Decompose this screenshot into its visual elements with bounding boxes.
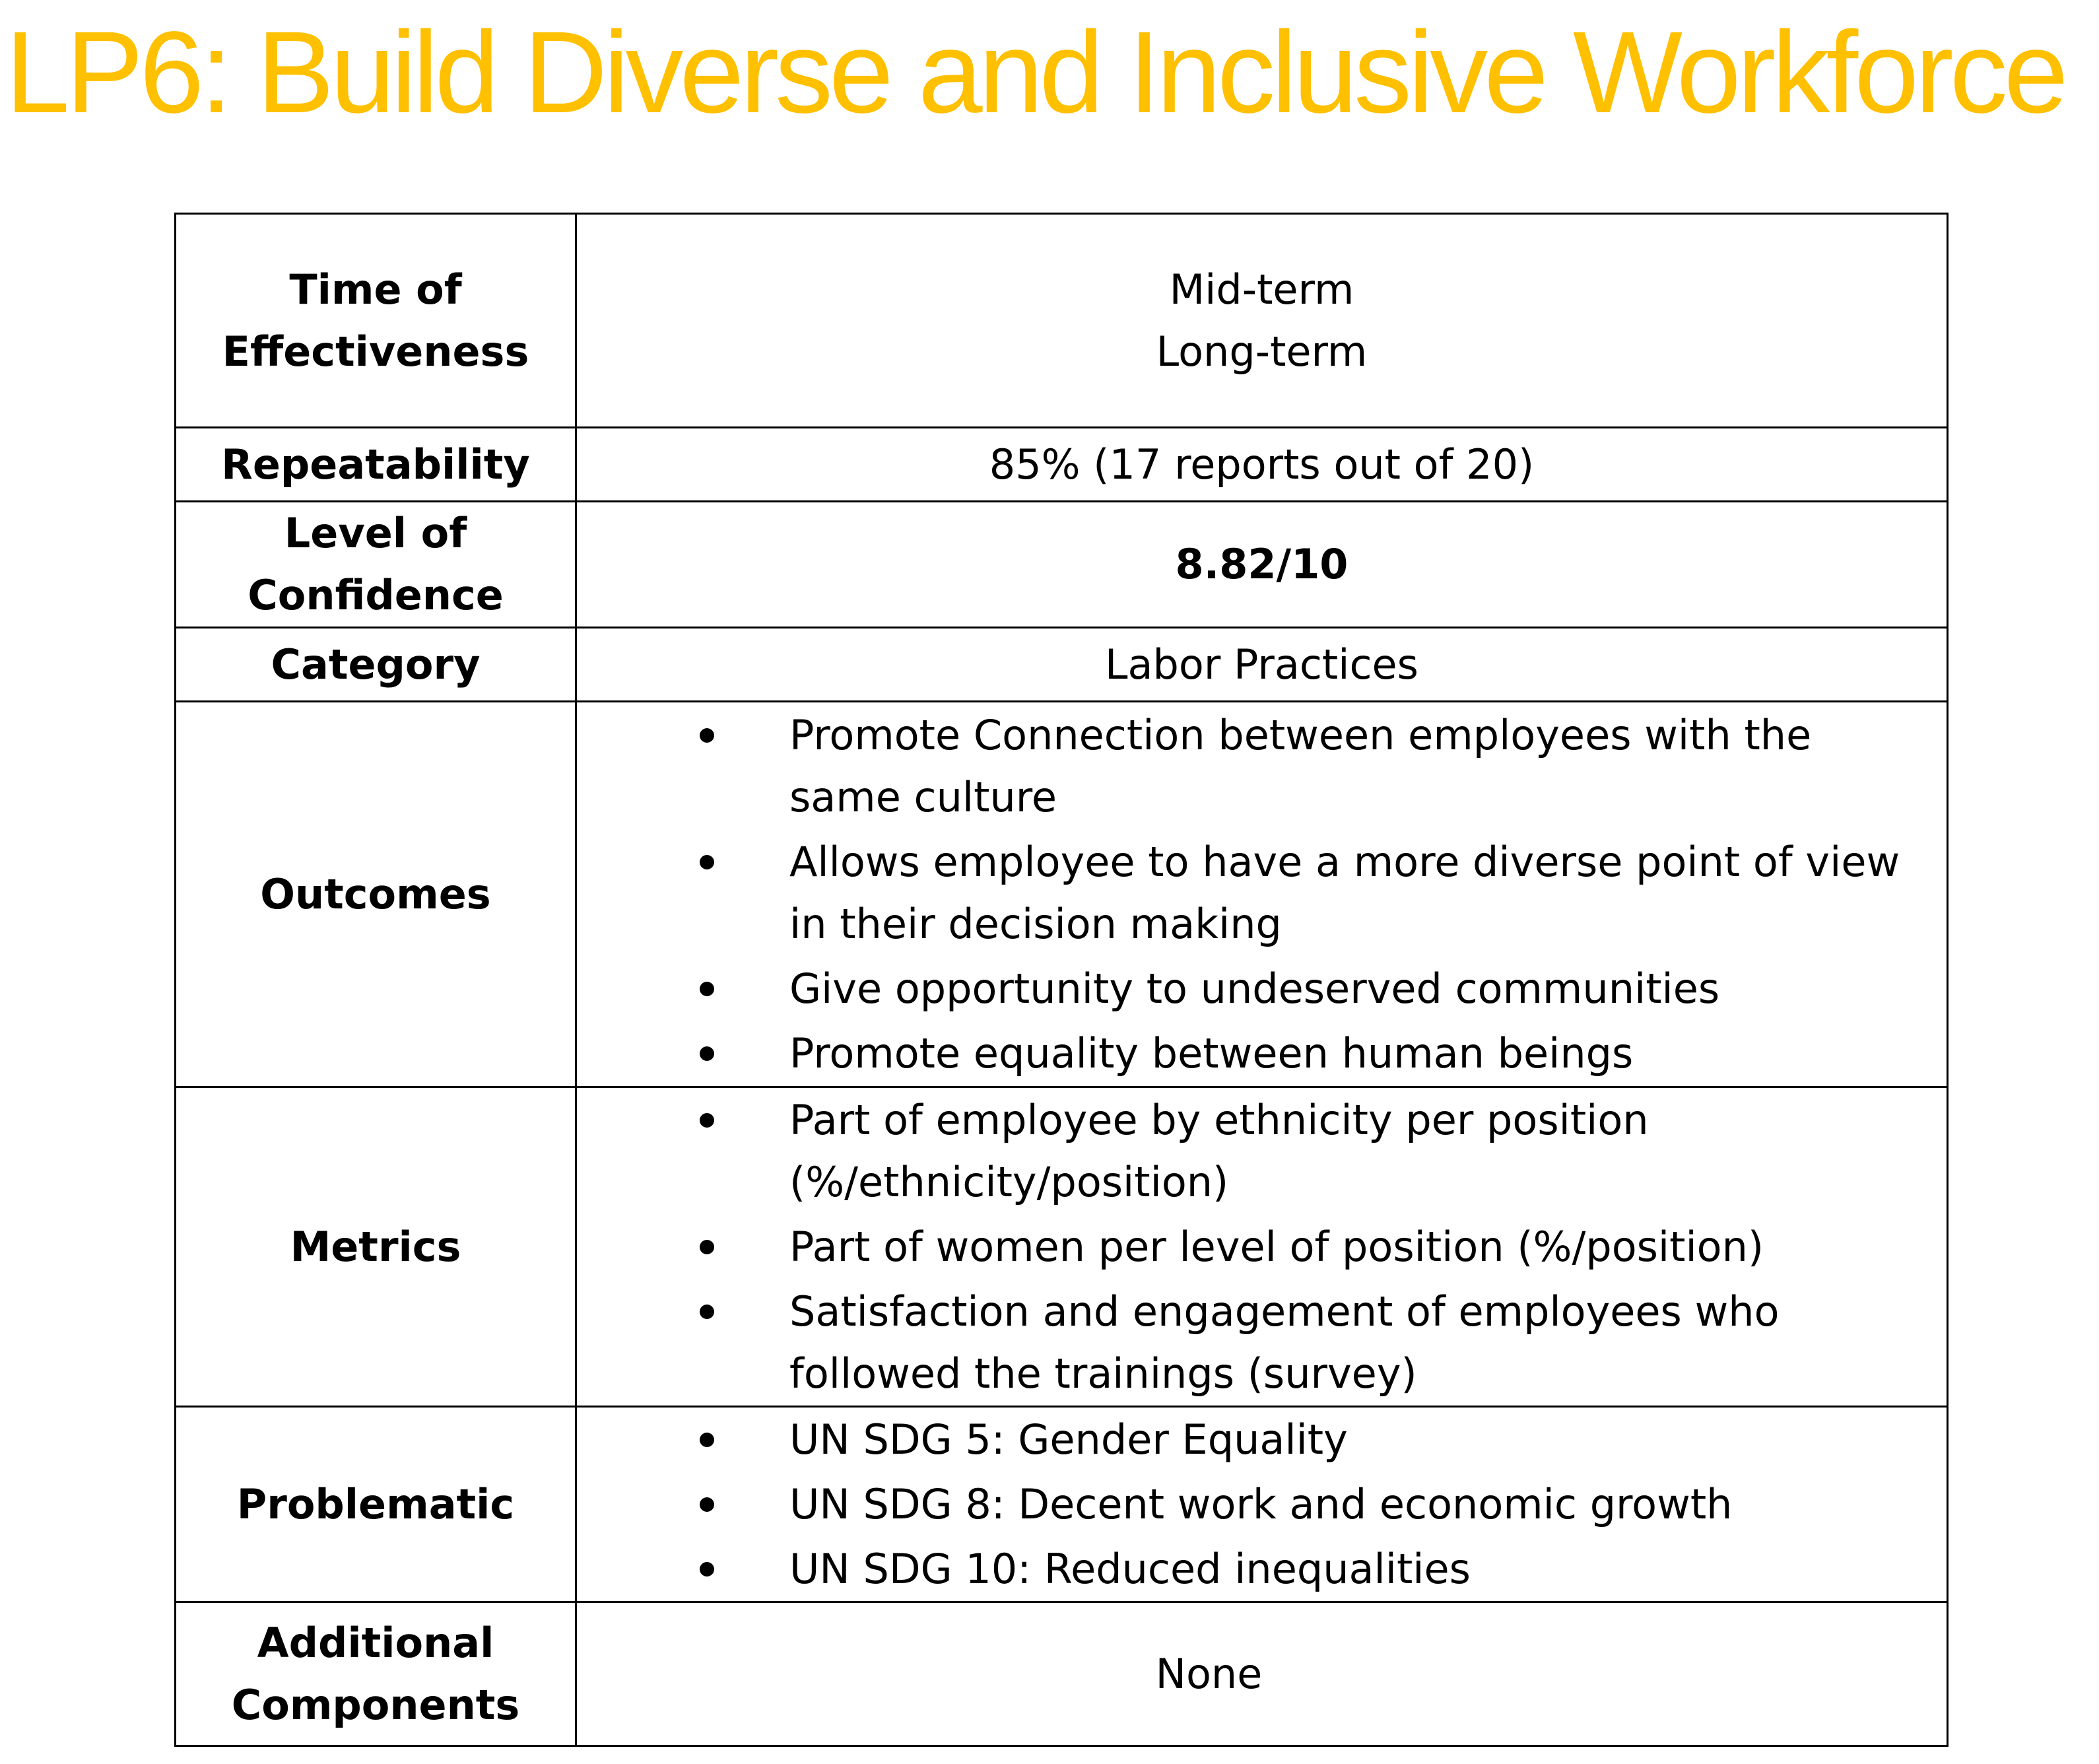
outcome-text: Promote equality between human beings <box>789 1029 1634 1077</box>
list-item <box>577 1474 1947 1536</box>
page-title: LP6: Build Diverse and Inclusive Workforce <box>5 8 2065 137</box>
list-item <box>577 704 1947 829</box>
value-additional-components: None <box>576 1602 1948 1746</box>
bullet-icon <box>700 1113 714 1128</box>
outcomes-list <box>577 704 1947 1085</box>
value-time-of-effectiveness <box>576 214 1948 428</box>
value-line: Long-term <box>1156 327 1368 376</box>
row-metrics <box>176 1087 1948 1407</box>
label-line: Level of <box>284 509 467 557</box>
metric-text: Satisfaction and engagement of employees who followed the trainings (survey) <box>789 1287 1780 1398</box>
label-category: Category <box>176 628 576 702</box>
value-repeatability: 85% (17 reports out of 20) <box>576 428 1948 502</box>
bullet-icon <box>700 982 714 996</box>
row-repeatability <box>176 428 1948 502</box>
bullet-icon <box>700 728 714 743</box>
problematic-text: UN SDG 5: Gender Equality <box>789 1415 1348 1464</box>
label-additional-components <box>176 1602 576 1746</box>
label-problematic: Problematic <box>176 1407 576 1602</box>
list-item <box>577 1023 1947 1085</box>
value-line: Mid-term <box>1169 265 1354 314</box>
value-category: Labor Practices <box>576 628 1948 702</box>
value-metrics <box>576 1087 1948 1407</box>
measure-card-table <box>174 213 1949 1747</box>
list-item <box>577 831 1947 955</box>
metric-text: Part of women per level of position (%/position) <box>789 1222 1764 1271</box>
list-item <box>577 1538 1947 1600</box>
bullet-icon <box>700 1046 714 1061</box>
list-item <box>577 958 1947 1020</box>
label-repeatability: Repeatability <box>176 428 576 502</box>
row-category <box>176 628 1948 702</box>
metrics-list <box>577 1089 1947 1405</box>
bullet-icon <box>700 1305 714 1319</box>
list-item <box>577 1216 1947 1278</box>
list-item <box>577 1089 1947 1213</box>
outcome-text: Allows employee to have a more diverse point of view in their decision making <box>789 837 1900 948</box>
metric-text: Part of employee by ethnicity per position (%/ethnicity/position) <box>789 1095 1649 1206</box>
label-line: Confidence <box>248 571 504 619</box>
label-line: Effectiveness <box>222 327 529 376</box>
row-level-of-confidence <box>176 502 1948 628</box>
value-problematic <box>576 1407 1948 1602</box>
label-level-of-confidence <box>176 502 576 628</box>
problematic-text: UN SDG 8: Decent work and economic growth <box>789 1479 1733 1528</box>
row-additional-components <box>176 1602 1948 1746</box>
label-metrics: Metrics <box>176 1087 576 1407</box>
value-outcomes <box>576 702 1948 1087</box>
problematic-list <box>577 1409 1947 1600</box>
list-item <box>577 1409 1947 1471</box>
outcome-text: Give opportunity to undeserved communities <box>789 964 1720 1013</box>
bullet-icon <box>700 1562 714 1577</box>
label-line: Time of <box>289 265 462 314</box>
row-time-of-effectiveness <box>176 214 1948 428</box>
label-time-of-effectiveness <box>176 214 576 428</box>
row-outcomes <box>176 702 1948 1087</box>
bullet-icon <box>700 1240 714 1254</box>
label-line: Components <box>231 1680 520 1729</box>
value-level-of-confidence: 8.82/10 <box>576 502 1948 628</box>
label-outcomes: Outcomes <box>176 702 576 1087</box>
list-item <box>577 1281 1947 1405</box>
outcome-text: Promote Connection between employees with the same culture <box>789 710 1812 821</box>
bullet-icon <box>700 1433 714 1447</box>
bullet-icon <box>700 855 714 869</box>
bullet-icon <box>700 1497 714 1512</box>
label-line: Additional <box>257 1618 494 1667</box>
problematic-text: UN SDG 10: Reduced inequalities <box>789 1544 1471 1593</box>
row-problematic <box>176 1407 1948 1602</box>
